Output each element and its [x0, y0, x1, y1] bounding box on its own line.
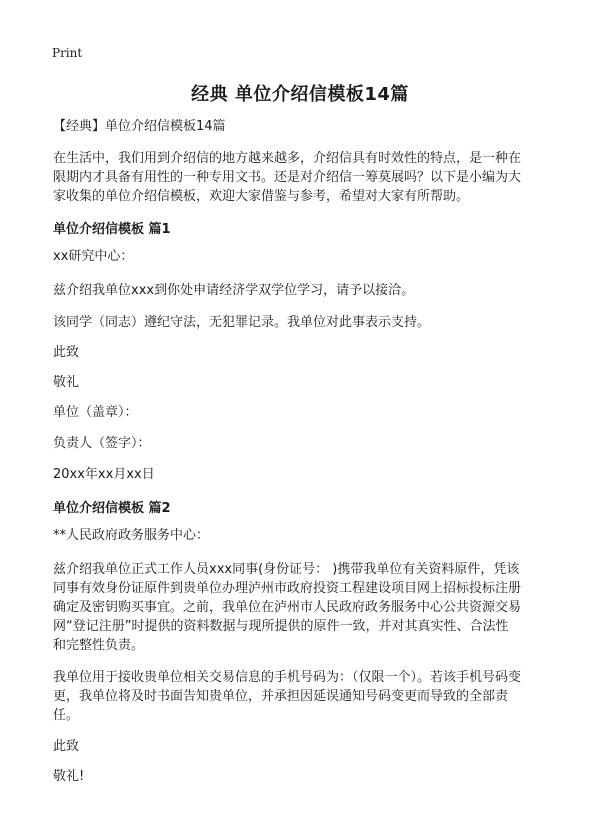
letter-2-body: 任。 — [53, 708, 80, 723]
letter-2-body: 确定及密钥购买事宜。之前，我单位在泸州市人民政府政务服务中心公共资源交易 — [53, 600, 522, 615]
letter-2-body: 兹介绍我单位正式工作人员xxx同事(身份证号： )携带我单位有关资料原件，凭该 — [53, 562, 520, 577]
print-label: Print — [52, 46, 83, 60]
letter-1-body: 兹介绍我单位xxx到你处申请经济学双学位学习，请予以接洽。 — [53, 283, 415, 298]
intro-line: 家收集的单位介绍信模板，欢迎大家借鉴与参考，希望对大家有所帮助。 — [53, 189, 470, 204]
letter-2-body: 同事有效身份证原件到贵单位办理泸州市政府投资工程建设项目网上招标投标注册 — [53, 581, 522, 596]
letter-2-body: 我单位用于接收贵单位相关交易信息的手机号码为：（仅限一个）。若该手机号码变 — [53, 670, 522, 685]
section-heading-1: 单位介绍信模板 篇1 — [53, 222, 171, 237]
letter-1-addressee: xx研究中心： — [53, 249, 134, 264]
letter-2-body: 网“登记注册”时提供的资料数据与现所提供的原件一致，并对其真实性、合法性 — [53, 619, 509, 634]
letter-2-body: 和完整性负责。 — [53, 638, 145, 653]
letter-2-addressee: **人民政府政务服务中心： — [53, 528, 210, 543]
intro-line: 限期内才具备有用性的一种专用文书。还是对介绍信一筹莫展吗？以下是小编为大 — [53, 170, 522, 185]
document-title: 经典 单位介绍信模板14篇 — [191, 84, 409, 105]
letter-2-closing: 此致 — [53, 739, 80, 754]
letter-1-signatory: 负责人（签字）： — [53, 436, 151, 451]
letter-2-body: 更，我单位将及时书面告知贵单位，并承担因延误通知号码变更而导致的全部责 — [53, 689, 509, 704]
letter-2-salute: 敬礼! — [53, 769, 85, 784]
section-heading-2: 单位介绍信模板 篇2 — [53, 501, 171, 516]
letter-1-salute: 敬礼 — [53, 375, 80, 390]
document-subtitle: 【经典】单位介绍信模板14篇 — [53, 119, 226, 134]
letter-1-closing: 此致 — [53, 345, 80, 360]
letter-1-date: 20xx年xx月xx日 — [53, 467, 155, 482]
intro-line: 在生活中，我们用到介绍信的地方越来越多，介绍信具有时效性的特点，是一种在 — [53, 151, 522, 166]
letter-1-body: 该同学（同志）遵纪守法，无犯罪记录。我单位对此事表示支持。 — [53, 315, 431, 330]
letter-1-unit-seal: 单位（盖章）： — [53, 405, 138, 420]
